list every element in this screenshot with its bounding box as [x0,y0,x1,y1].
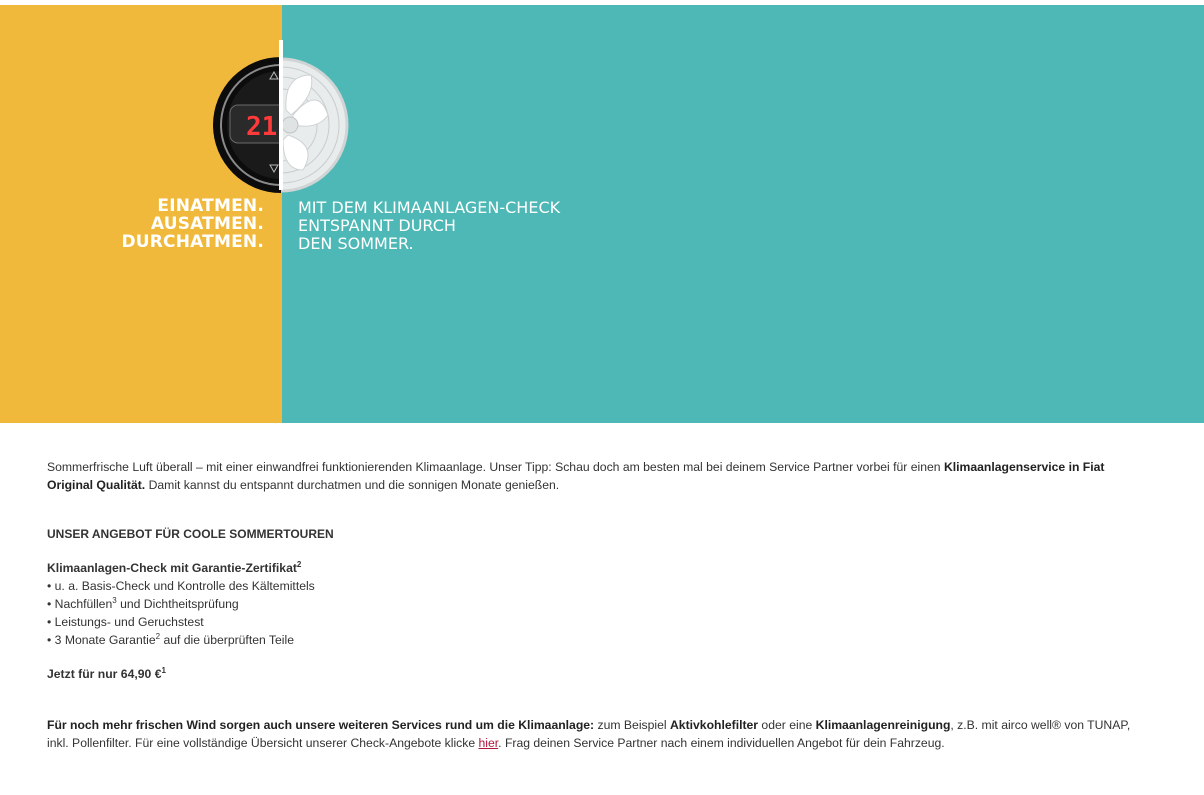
list-item-text: auf die überprüften Teile [160,633,294,647]
footnote-ref: 2 [155,632,161,641]
offer-heading: UNSER ANGEBOT FÜR COOLE SOMMERTOUREN [47,527,334,541]
main-content [47,458,1147,752]
list-item [47,595,1147,613]
slogan-line: ENTSPANNT DURCH [298,216,456,235]
hero-banner [0,5,1204,423]
more-text: zum Beispiel [594,718,670,732]
price-text: Jetzt für nur 64,90 € [47,667,162,681]
footnote-ref: 3 [112,596,117,605]
more-services-paragraph [47,716,1147,752]
thermostat-display: 21 [246,112,278,142]
slogan-line: DURCHATMEN. [121,232,264,252]
slogan-right [298,199,560,253]
price-line [47,665,1147,683]
slogan-line: DEN SOMMER. [298,234,414,253]
slogan-line: AUSATMEN. [150,214,264,234]
product-title [47,559,1147,577]
slogan-line: MIT DEM KLIMAANLAGEN-CHECK [298,198,561,217]
list-item-text: und Dichtheitsprüfung [116,597,239,611]
more-bold-lead: Für noch mehr frischen Wind sorgen auch unsere weiteren Services rund um die Klimaanlage: [47,718,595,732]
slogan-line: EINATMEN. [157,196,264,216]
footnote-ref: 1 [161,666,166,675]
intro-text-end: Damit kannst du entspannt durchatmen und die sonnigen Monate genießen. [145,478,560,492]
list-item-text: • Nachfüllen [47,597,113,611]
intro-text: Sommerfrische Luft überall – mit einer einwandfrei funktionierenden Klimaanlage. Unser Tipp: Schau doch am besten mal bei deinem Service Partner vorbei für einen [47,460,944,474]
check-offers-link[interactable]: hier [478,736,499,750]
intro-bold: Klimaanlagenservice in Fiat Original Qualität. [47,460,1105,492]
list-item-text: • 3 Monate Garantie [47,633,156,647]
product-title-text: Klimaanlagen-Check mit Garantie-Zertifikat [47,561,297,575]
list-item: • u. a. Basis-Check und Kontrolle des Kältemittels [47,579,315,593]
footnote-ref: 2 [296,560,302,569]
intro-paragraph [47,458,1147,494]
list-item [47,631,1147,649]
slogan-left [121,197,264,251]
more-text: . Frag deinen Service Partner nach einem individuellen Angebot für dein Fahrzeug. [498,736,945,750]
more-text: oder eine [758,718,816,732]
more-bold: Aktivkohlefilter [670,718,759,732]
more-text: , z.B. mit airco well® von TUNAP, inkl. Pollenfilter. Für eine vollständige Übersicht unserer Check-Angebote klicke [47,718,1131,750]
list-item: • Leistungs- und Geruchstest [47,615,204,629]
more-bold: Klimaanlagenreinigung [815,718,951,732]
banner-divider [279,40,283,190]
